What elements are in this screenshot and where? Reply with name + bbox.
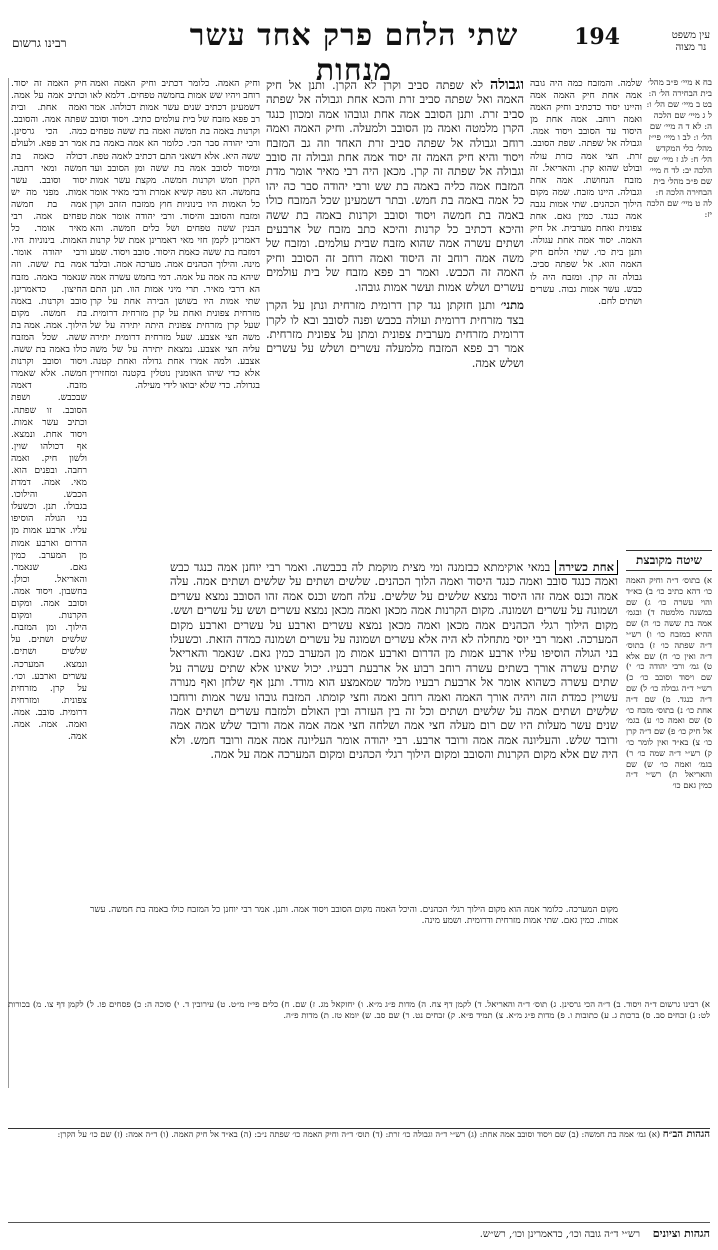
gershom-column [8,78,87,1088]
rashi-bottom-block [90,905,618,993]
tosafot-text: וחיק האמה. כלומר דכתיב וחיק האמה ואמה רוחב ויהיו שש אמות בחמשה טפחים. דלמא לאו דשמעינן דכתיב שנים עשר אמות דכולהו. אמר רב פפא מזבח של בית עולמים כתיב. ויסוד וסובב וקרנות באמה בת חמשה ואמה בת ששה טפחים ורבי יהודה סבר הכי. כלומר הא אמה באמה בת ששה היא. אלא דשאני התם דכתיב לאמה טפח. ומיסוד לסובב אמה בת ששה ומן הסובב ועד הקרן חמש וקרנות חמשה. מקצת עשר אמות בחמשה. הא גופה קשיא אמרת ורבי מאיר אומר כל האמות היו בינוניות חוץ ממזבח הזהב וקרן ומזבח והסובב והיסוד. ורבי יהודה אומר אמת הבנין ששה טפחים ושל כלים חמשה. והא דאמרינן לקמן חזי מאי דאמרינן אמת של קרנות דמזבח בת ששה כאמת היסוד. סובב ויסוד. שמע מינה. והילוך הכהנים אמה. מערכה אמה. ובלבד שיהא בה אמה על אמה. דמי בחמש עשרה אמה הא דרבי מאיר. תרי מיני אמות הוו. תנן התם שתי אמות היו בשושן הבירה אחת על קרן מזרחית צפונית ואחת על קרן מזרחית דרומית. שעל קרן מזרחית צפונית היתה יתירה על של משה חצי אצבע. שעל מזרחית דרומית יתירה עליה חצי אצבע. נמצאת יתירה על של משה אצבע. ולמה אמרו אחת גדולה ואחת קטנה. אלא כדי שיהו האומנין נוטלין בקטנה ומחזירין בגדולה. כדי שלא יבואו לידי מעילה. [90,78,260,392]
gemara-lower-column [170,560,618,900]
gemara-text-upper: לא שפתה סביב וקרן לא הקרן. ותנן אל חיק האמה ואל שפתה סביב זרת והכא אחת וגבולה אל שפתה סביב זרת. ותנן הסובב אמה אחת וגובהו אמה ומכוון כנגד הקרן מלמטה ואמה מן הסובב ולמעלה. וחיק האמה ואמה רוחב וגבולה אל שפתה סביב זרת האחד וזה גב המזבח ויסוד והיא חיק האמה זה יסוד אמה אחת וגבולה זה סובב וגבולה אל שפתה זה קרן. מכאן היה רבי מאיר אומר מדת המזבח אמה כליה באמה בת שש ורבי יהודה סבר כה יהו כל אמה באמה בת חמש. ובתר דשמעינן שכל המזבח כולו באמה בת חמשה ויסוד וסובב וקרנות באמה בת ששה והיכא דכתיב כל קרנות והיכא כתב מזבח של ארבעים ושתים עשרה אמה שהוא מזבח שבית עולמים. ומזבח של משה אמה רוחב זה היסוד ואמה רוחב זה הסובב וחיק האמה זה הכבש. ואמר רב פפא מזבח של בית עולמים עשרים ושלש אמות ועשר אמות גובהו. [266,78,524,294]
notes-text: א) רבינו גרשום ד״ה ויסוד. ב) ד״ה הכי גרסינן. ג) תוס׳ ד״ה והאריאל. ד) לקמן דף צח. ה) מדות פ״ג מ״א. ו) יחזקאל מג. ז) שם. ח) כלים פי״ז מ״ט. ט) עירובין ד. י) סוכה ה: כ) פסחים פו. ל) לקמן דף צו. מ) בכורות לט: נ) זבחים סב. ס) ברכות ג. ע) כתובות ו. פ) מדות פ״ג מ״א. צ) תמיד פ״א. ק) זבחים נט. ר) שם סב. ש) יומא טז. ת) מדות פ״ה. [8,1000,710,1021]
shita-text: א) בתוס׳ ד״ה וחיק האמה כו׳ דהא כתיב כו׳ ב) בא״ד והוי עשרה כו׳ ג) שם במשנה מלמטה ד) ובגמ׳ אמה בת ששה כו׳ ה) שם ההיא במזבח כו׳ ו) רש״י ד״ה שפתה כו׳ ז) בתוס׳ ד״ה ואין כו׳ ח) שם אלא ט) גמ׳ ורבי יהודה כו׳ י) שם ויסוד וסובב כו׳ כ) רש״י ד״ה גבולה כו׳ ל) שם ד״ה כנגד. מ) שם ד״ה אחת כו׳ נ) בתוס׳ מזבח כו׳ ס) שם ואמה כו׳ ע) בגמ׳ אל חיק כו׳ פ) שם ד״ה קרן כו׳ צ) בא״ד ואין לומר כו׳ ק) רש״י ד״ה שמה כו׳ ר) בגמ׳ ואמה כו׳ ש) שם והאריאל ת) רש״י ד״ה כמין גאם כו׳ [626,575,712,791]
gemara-text-lower: במאי אוקימתא כבזמנה ומי מצית מוקמת לה בכבשה. ואמר רבי יוחנן אמה כנגד כבש ואמה כנגד סובב ואמה כנגד היסוד ואמה הלוך הכהנים. שלשים ושתים על שלשים ושתים אמה. עלה אמה וכנס אמה זהו היסוד נמצא שלשים על שלשים. עלה חמש וכנס אמה זהו הסובב נמצא עשרים ושמונה על עשרים ושמונה. מקום הקרנות אמה מכאן ואמה מכאן נמצא עשרים ושש על עשרים ושש. מקום הילוך רגלי הכהנים אמה מכאן ואמה מכאן נמצא עשרים וארבע על עשרים וארבע מקום המערכה. ואמר רבי יוסי מתחלה לא היה אלא עשרים ושמונה על עשרים ושמונה כמדה הזאת. וכשעלו בני הגולה הוסיפו עליו ארבע אמות מן הדרום וארבע אמות מן המערב כמין גאם. שנאמר והאריאל שתים עשרה אורך בשתים עשרה רוחב רבוע אל ארבעת רבעיו. יכול שאינו אלא שתים עשרה על שתים עשרה כשהוא אומר אל ארבעת רבעיו מלמד שמאמצע הוא מודד. ותנן אף שלחן ואף מנורה עשויין כמדת הזה ויהיה אורך האמה ואמה רוחב ואמה וחצי קומתו. המזבח גובהו עשר אמות ורוחבו שלשים ושתים אמה על שלשים ושתים וכל זה בין העזרה ובין האולם ולמזבח עשרים ושתים אמה שנים עשר מעלות היו שם רום מעלה חצי אמה ושלחה חצי אמה אמה אמה ורובד שלש אמה אמה ורובד שלש. והעליונה אמה אמה ורובד ארבע. רבי יהודה אומר העליונה אמה אמה ורובד חמש. ולא היה שם אלא מקום הקרנות והסובב ומקום הילוך רגלי הכהנים ומקום המערכה אמה על אמה. [170,560,618,762]
page-number: 194 [574,24,620,50]
notes-block [8,1000,710,1124]
gershom-label: רבינו גרשום [12,36,67,50]
mishna-text: ותנן חזקתן נגד קרן דרומית מזרחית ונתן על הקרן בצד מזרחית דרומית ועולה בכבש ופנה לסובב ובא לו לקרן דרומית מזרחית מערבית צפונית ומתן על צפונית מזרחית. אמר רב פפא המזבח מלמעלה עשרים ושלש על עשרים ושלש אמה. [266,298,524,370]
footer-label: הגהות וציונים [652,1227,710,1240]
footer-text: רש״י ד״ה גובה וכו׳, כדאמרינן וכו׳, רש״ש. [479,1229,641,1240]
rashi-bottom-text: מקום המערכה. כלומר אמה הוא מקום הילוך רגלי הכהנים. והיכל האמה מקום הסובב ויסוד אמה. ותנן. אמר רבי יוחנן כל המזבח כולו באמה בת חמשה. עשר אמות. כמין גאם. שתי אמות מזרחית ודרומית. ושמע מינה. [90,905,618,927]
gemara-column [266,78,524,643]
page-title: שתי הלחם פרק אחד עשר מנחות [189,18,519,88]
ehat-kesheira-box: אחת כשירה [555,560,618,575]
ein-mishpat-label: עין משפט נר מצוה [671,30,710,53]
gershom-text: חיק האמה זה יסוד. וכתיב אמה על אמה. ואמה אחת. ובית שפתה אמה. והסובב. כמה. הכי גרסינן. אמר רב פפא. ולעולם דכולה כאמה בת חמשה ומאי רחבה. יסוד וסובב. עשר אמות. מפני מה יש אמה בת חמשה טפחים אמה. רבי מאיר אומר. כל האמות. בינוניות היו. ורבי יהודה אומר. אמה בת ששה. וזה שנאמר באמה. מזבח החיצון. כדאמרינן. סובב וקרנות. באמה בת חמשה. מקום הילוך. אמה. אמה בת ששה. שכל המזבח כולו באמה בת ששה. ויסוד וסובב וקרנות חמשה. אלא שאמרו מזבח. דאמה שבכבש. ושפת הסובב. זו שפתה. וכתיב עשר אמות. ויסוד אחת. ונמצא. אף דכולהו שוין. ולשון חיק. ואמה רחבה. ובפנים הוא. מאי. אמה. דמדת הכבש. והילוכו. בגבולו. תנן. וכשעלו בני הגולה הוסיפו עליו. ארבע אמות מן הדרום וארבע אמות מן המערב. כמין גאם. שנאמר. והאריאל. וכולן. בחשבון. ויסוד אמה. וסובב אמה. ומקום הקרנות. ומקום הילוך. ומן המזבח. שלשים ושתים. על שלשים ושתים. ונמצא. המערכה. עשרים וארבע. וכו׳. על קרן. מזרחית צפונית. ומזרחית דרומית. סובב. אמה. ואמה. אמה. אמה. אמה. [11,78,87,743]
gemara-opening-word: וגבולה [490,78,524,93]
hagahot-label: הגהות הב״ח [662,1129,710,1140]
rashi-column [530,78,642,538]
ein-mishpat-column [646,78,712,538]
page-footer [8,1222,710,1240]
tosafot-column [90,78,260,638]
hagahot-box [8,1128,710,1219]
ein-mishpat-text: בח א מיי׳ פ״ב מהל׳ בית הבחירה הל׳ ה: בט ב מיי׳ שם הל׳ ו: ל ג מיי׳ שם הלכה ה: לא ד ה מיי׳ שם הל׳ ו: לב ו מיי׳ פי״ז מהל׳ כלי המקדש הל׳ ח: לג ז מיי׳ שם הלכה יב: לד ח מיי׳ שם פ״ב מהל׳ בית הבחירה הלכה ח: לה ט מיי׳ שם הלכה יז: [646,78,712,220]
mishna-label: מתני׳ [500,298,524,313]
hagahot-text: (א) גמ׳ אמה בת חמשה: (ב) שם ויסוד וסובב אמה אחת: (ג) רש״י ד״ה וגבולה כו׳ זרת: (ד) תוס׳ ד״ה וחיק האמה כו׳ שפתה נ״ב: (ה) בא״ד אל חיק האמה. (ו) ד״ה אמה: (ז) שם כו׳ על הקרן: [57,1129,661,1139]
rashi-text: שלמה. והמזבח כמה היה גובה אמה אחת חיק האמה אמה והיינו יסוד כדכתיב וחיק האמה ואמה רוחב. אמה אחת מן היסוד עד הסובב ויסוד אמה. וגבולה אל שפתה. שפת הסובב. זרת. חצי אמה כזרת עולה ובולט שהוא קרן. והאריאל. זה מזבח הנחושת. אמה אחת וגבולה. היינו מזבח. שמה מקום הילוך הכהנים. שתי אמות נגבה אמה כנגד. כמין גאם. אחת צפונית ואחת מערבית. אל חיק האמה. יסוד אמה אחת עגולה. ותנן בית כו׳. שתי הלחם חיק האמה הוא. אל שפתה סביב. גבולה זה קרן. ומזבח היה לו כבש. עשר אמות גבוה. עשרים ושתים לחם. [530,78,642,307]
shita-title: שיטה מקובצת [626,550,712,571]
